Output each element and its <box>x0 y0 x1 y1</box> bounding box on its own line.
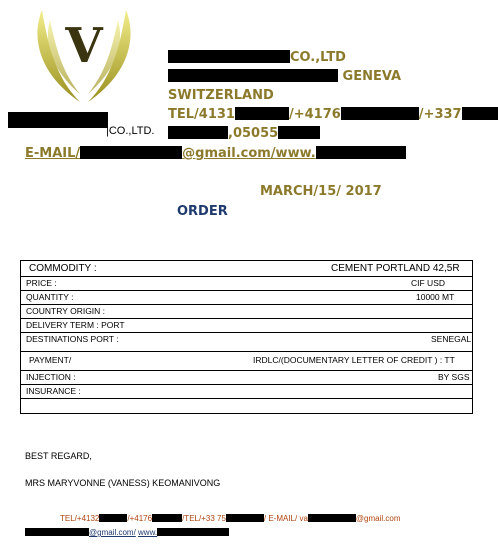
inspection-label: INJECTION : <box>26 372 76 382</box>
table-row <box>21 305 472 319</box>
order-form-table <box>20 260 473 414</box>
redaction <box>157 528 229 536</box>
footer-email-line[interactable]: @gmail.com/ www. <box>25 528 229 537</box>
redaction <box>316 146 406 159</box>
address-line: GENEVA <box>168 69 401 85</box>
payment-label: PAYMENT/ <box>29 355 72 365</box>
delivery-label: DELIVERY TERM : PORT <box>26 320 125 330</box>
phone2-line: ,05055 <box>168 126 320 142</box>
table-row <box>21 371 472 385</box>
price-label: PRICE : <box>26 278 57 288</box>
table-row <box>21 261 472 277</box>
redaction <box>168 50 290 63</box>
redaction-block <box>8 112 108 128</box>
redaction <box>226 514 264 522</box>
inspection-value: BY SGS <box>438 372 470 382</box>
table-row <box>21 319 472 333</box>
redaction <box>278 126 320 139</box>
company-name-line: CO.,LTD <box>168 50 346 66</box>
phone-line: TEL/4131 /+4176 /+337 <box>168 107 498 123</box>
logo-letter: V <box>65 18 103 74</box>
commodity-value: CEMENT PORTLAND 42,5R <box>331 263 460 274</box>
destination-label: DESTINATIONS PORT : <box>26 334 119 344</box>
redaction <box>168 126 228 139</box>
redaction <box>308 514 356 522</box>
redaction <box>152 514 182 522</box>
redaction <box>341 107 419 120</box>
table-row <box>21 352 472 371</box>
price-value: CIF USD <box>411 278 445 288</box>
footer-contact-line: TEL/+4132 /+4176 /TEL/+33 75 / E-MAIL/ va @gmail.com <box>60 514 401 523</box>
table-row <box>21 277 472 291</box>
greeting: BEST REGARD, <box>25 451 92 461</box>
origin-label: COUNTRY ORIGIN : <box>26 306 106 316</box>
redaction <box>235 107 289 120</box>
redaction <box>25 528 89 536</box>
table-row <box>21 291 472 305</box>
table-row <box>21 385 472 399</box>
quantity-label: QUANTITY : <box>26 292 74 302</box>
redaction <box>80 146 182 159</box>
table-row <box>21 333 472 352</box>
company-logo <box>30 6 138 106</box>
quantity-value: 10000 MT <box>416 292 455 302</box>
redaction <box>462 107 498 120</box>
country-line: SWITZERLAND <box>168 88 274 103</box>
commodity-label: COMMODITY : <box>29 263 97 274</box>
order-date: MARCH/15/ 2017 <box>260 184 382 199</box>
redaction <box>168 69 338 82</box>
redaction <box>99 514 127 522</box>
table-row <box>21 399 472 413</box>
payment-value: IRDLC/(DOCUMENTARY LETTER OF CREDIT ) : TT <box>253 355 455 365</box>
signer-name: MRS MARYVONNE (VANESS) KEOMANIVONG <box>25 478 221 488</box>
insurance-label: INSURANCE : <box>26 386 81 396</box>
email-line[interactable]: E-MAIL/ @gmail.com/www. <box>25 146 406 162</box>
company2-suffix: |CO.,LTD. <box>106 125 155 137</box>
destination-value: SENEGAL <box>431 334 472 344</box>
page-title: ORDER <box>177 204 228 219</box>
